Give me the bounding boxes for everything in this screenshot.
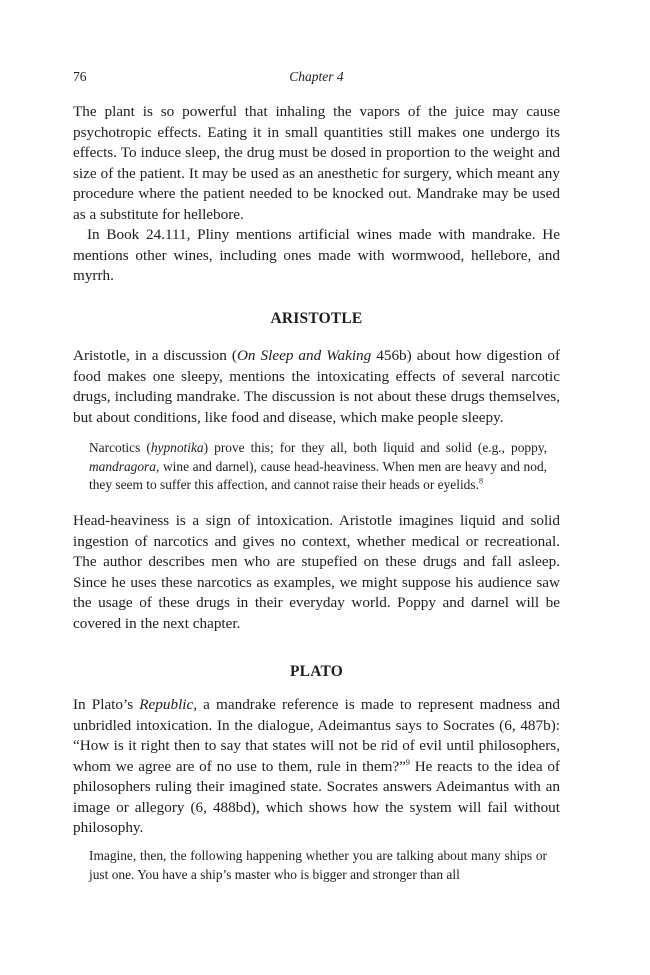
paragraph-pliny-wines: In Book 24.111, Pliny mentions artificial wines made with mandrake. He mentions other wines, including ones made with wormwood, hellebore, and myrrh. bbox=[73, 226, 560, 284]
page-number: 76 bbox=[73, 69, 87, 84]
paragraph-head-heaviness: Head-heaviness is a sign of intoxication. Aristotle imagines liquid and solid ingestion of narcotics and gives no context, whether medical or recreational. The author describes men who are stupefied on these drugs and fall asleep. Since he uses these narcotics as examples, we might suppose his audience saw the usage of these drugs in their everyday world. Poppy and darnel will be covered in the next chapter. bbox=[73, 512, 560, 632]
work-title: On Sleep and Waking bbox=[236, 347, 372, 364]
footnote-marker: 8 bbox=[478, 476, 483, 486]
running-header bbox=[73, 69, 560, 89]
latin-term: mandragora bbox=[89, 458, 156, 474]
greek-term: hypnotika bbox=[150, 440, 204, 455]
block-quote-plato: Imagine, then, the following happening whether you are talking about many ships or just one. You have a ship’s master who is bigger and stronger than all bbox=[89, 848, 547, 882]
work-title: Republic bbox=[139, 696, 194, 713]
paragraph-pliny-effects: The plant is so powerful that inhaling the vapors of the juice may cause psychotropic effects. Eating it in small quantities still makes one undergo its effects. To induce sleep, the drug must be dosed in proportion to the weight and size of the patient. It may be used as an anesthetic for surgery, which meant any procedure where the patient needed to be knocked out. Mandrake may be used as a substitute for hellebore. bbox=[73, 103, 560, 223]
footnote-marker: 9 bbox=[405, 757, 410, 767]
paragraph-plato-republic: In Plato’s Republic, a mandrake reference is made to represent madness and unbridled intoxication. In the dialogue, Adeimantus says to Socrates (6, 487b): “How is it right then to say that states will not be rid of evil until philosophers, whom we agree are of no use to them, rule in them?”$^9$ He reacts to the idea of philosophers ruling their imagined state. Socrates answers Adeimantus with an image or allegory (6, 488bd), which shows how the system will fail without philosophy. bbox=[73, 696, 560, 836]
block-quote-aristotle: Narcotics (hypnotika) prove this; for they all, both liquid and solid (e.g., poppy, mandragora, wine and darnel), cause head-heaviness. When men are heavy and nod, they seem to suffer this affection, and cannot raise their heads or eyelids.$^8$ bbox=[89, 440, 547, 493]
section-heading-plato: PLATO bbox=[290, 663, 343, 680]
chapter-title: Chapter 4 bbox=[289, 69, 344, 84]
pliny-section bbox=[73, 102, 560, 287]
paragraph-aristotle-intro: Aristotle, in a discussion (On Sleep and Waking 456b) about how digestion of food makes one sleepy, mentions the intoxicating effects of several narcotic drugs, including mandrake. The discussion is not about these drugs themselves, but about conditions, like food and disease, which make people sleepy. bbox=[73, 347, 561, 426]
section-heading-aristotle: ARISTOTLE bbox=[270, 310, 363, 327]
